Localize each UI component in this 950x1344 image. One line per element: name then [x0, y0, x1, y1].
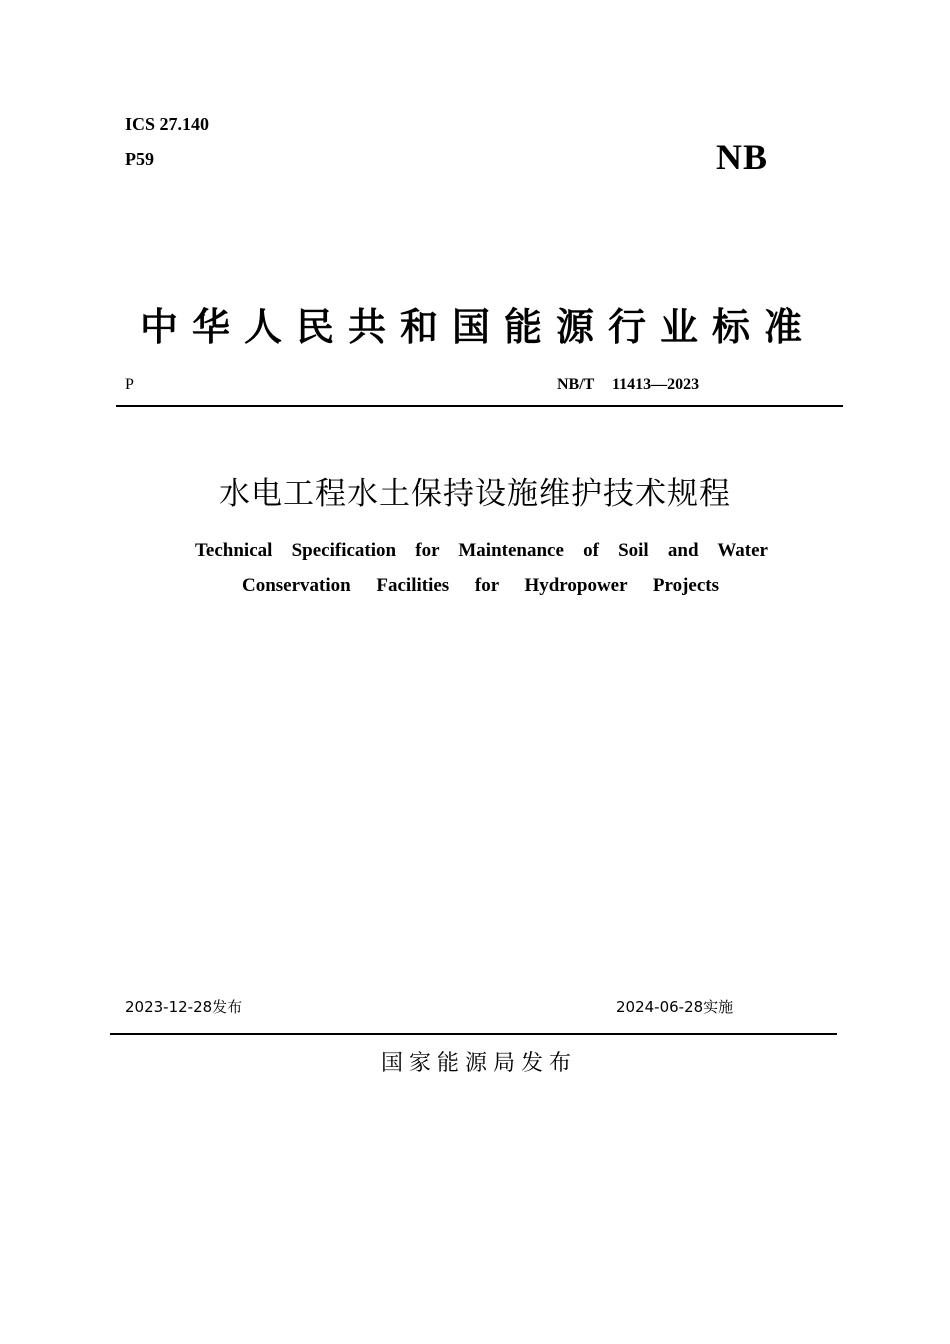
publisher: 国家能源局发布: [380, 1051, 577, 1076]
bottom-divider: [110, 1033, 837, 1035]
document-title-en-line1: Technical Specification for Maintenance of Soil and Water: [195, 540, 768, 561]
standard-number: NB/T 11413—2023: [557, 376, 700, 393]
issue-date: 2023-12-28发布: [125, 998, 243, 1016]
ics-code: ICS 27.140: [125, 114, 210, 134]
document-title-en-line2: Conservation Facilities for Hydropower Projects: [242, 575, 719, 596]
top-divider: [116, 405, 843, 407]
ccs-code: P59: [125, 149, 154, 169]
standard-mark: NB: [715, 137, 768, 177]
standard-category-title: 中华人民共和国能源行业标准: [139, 305, 816, 349]
implementation-date: 2024-06-28实施: [616, 998, 734, 1016]
document-title-zh: 水电工程水土保持设施维护技术规程: [219, 476, 731, 512]
category-code: P: [125, 376, 134, 393]
